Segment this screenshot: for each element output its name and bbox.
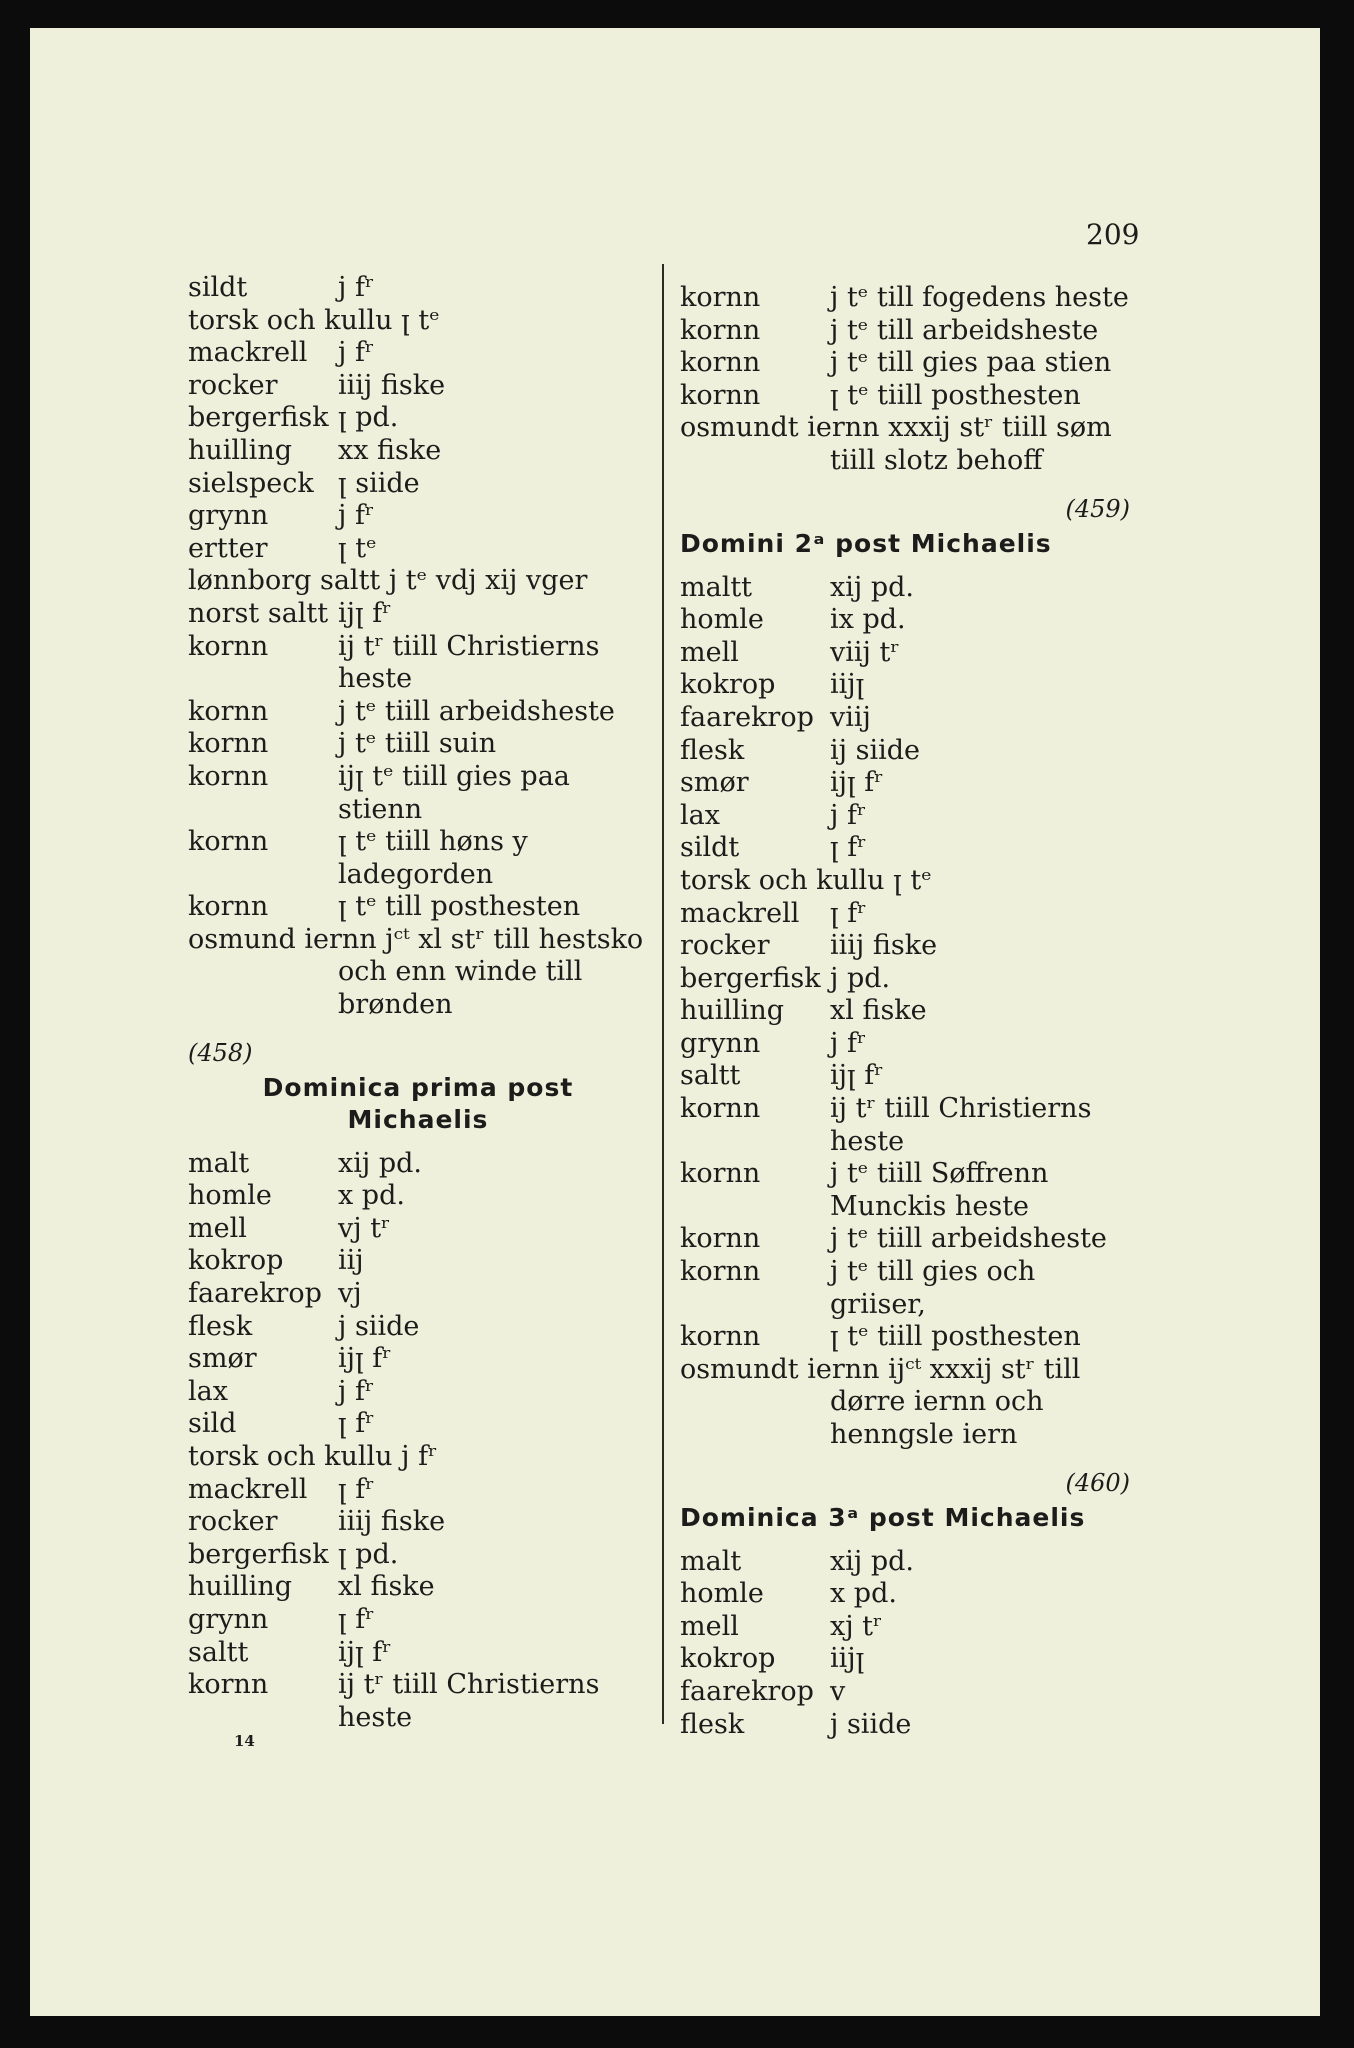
item-name: sildt	[680, 832, 740, 864]
item-name: faarekrop	[680, 1675, 814, 1707]
item-name: mackrell	[188, 337, 308, 369]
item-quantity: xj tʳ	[830, 1610, 883, 1642]
ledger-row	[188, 1376, 648, 1409]
item-name: kornn	[680, 1223, 761, 1255]
ledger-row	[188, 1571, 648, 1604]
item-quantity: j tᵉ till fogedens heste	[830, 282, 1129, 313]
item-quantity: ꞁ tᵉ tiill høns y ladegorden	[338, 826, 528, 890]
ledger-text: osmund iernn jᶜᵗ xl stʳ till hestsko och enn winde till brønden	[188, 923, 644, 1021]
item-quantity: ꞁ tᵉ till posthesten	[338, 891, 581, 923]
ledger-row	[188, 1408, 648, 1441]
item-name: kornn	[188, 1669, 269, 1701]
item-quantity: ꞁ pd.	[338, 402, 399, 434]
ledger-row	[680, 1060, 1130, 1093]
ledger-row	[188, 272, 648, 305]
ledger-row	[680, 800, 1130, 833]
item-name: rocker	[188, 1506, 278, 1538]
ledger-row	[680, 865, 1130, 898]
item-quantity: j fʳ	[338, 500, 375, 532]
item-quantity: viij	[830, 701, 871, 733]
item-name: kornn	[680, 347, 761, 379]
ledger-row	[188, 337, 648, 370]
item-quantity: ijꞁ fʳ	[830, 767, 884, 799]
item-name: huilling	[188, 1571, 292, 1603]
item-name: homle	[188, 1180, 272, 1212]
item-quantity: iiij fiske	[338, 369, 446, 401]
item-quantity: v	[830, 1675, 846, 1707]
ledger-row	[188, 402, 648, 435]
ledger-row	[188, 1506, 648, 1539]
item-quantity: ꞁ fʳ	[338, 1473, 375, 1505]
ledger-row	[188, 1604, 648, 1637]
item-name: flesk	[680, 734, 745, 766]
ledger-row	[188, 1180, 648, 1213]
item-quantity: ꞁ fʳ	[338, 1408, 375, 1440]
ledger-row	[680, 1354, 1130, 1452]
ledger-row	[680, 412, 1130, 477]
ledger-row	[680, 1321, 1130, 1354]
item-quantity: ꞁ fʳ	[338, 1603, 375, 1635]
ledger-text: osmundt iernn ijᶜᵗ xxxij stʳ till dørre iernn och henngsle iern	[680, 1353, 1081, 1450]
item-quantity: xij pd.	[830, 1545, 914, 1577]
item-quantity: j tᵉ till arbeidsheste	[830, 314, 1099, 346]
ledger-row	[188, 826, 648, 891]
ledger-text: osmundt iernn xxxij stʳ tiill søm tiill slotz behoff	[680, 412, 1112, 476]
item-name: rocker	[188, 369, 278, 401]
item-quantity: iiij fiske	[338, 1506, 446, 1538]
item-quantity: xij pd.	[830, 571, 914, 603]
entry-list	[188, 1148, 648, 1735]
ledger-row	[680, 1578, 1130, 1611]
item-name: kornn	[188, 760, 269, 792]
item-name: bergerfisk	[188, 1538, 329, 1570]
item-quantity: vj tʳ	[338, 1212, 391, 1244]
ledger-row	[680, 1676, 1130, 1709]
ledger-row	[188, 1441, 648, 1474]
item-quantity: ijꞁ fʳ	[830, 1060, 884, 1092]
item-name: bergerfisk	[188, 402, 329, 434]
item-quantity: xl fiske	[830, 995, 927, 1027]
item-name: kornn	[188, 695, 269, 727]
ledger-row	[188, 696, 648, 729]
ledger-row	[188, 1669, 648, 1734]
entry-list	[680, 572, 1130, 1452]
item-quantity: ijꞁ fʳ	[338, 1636, 392, 1668]
item-name: flesk	[680, 1708, 745, 1740]
item-name: norst saltt	[188, 597, 329, 629]
section-heading: Dominica prima post Michaelis	[262, 1072, 574, 1134]
ledger-row	[680, 669, 1130, 702]
ledger-row	[188, 435, 648, 468]
item-name: lax	[680, 799, 720, 831]
ledger-row	[188, 1278, 648, 1311]
ledger-row	[680, 572, 1130, 605]
item-quantity: j tᵉ tiill arbeidsheste	[338, 695, 615, 727]
item-name: kornn	[680, 1158, 761, 1190]
item-quantity: ijꞁ tᵉ tiill gies paa stienn	[338, 760, 570, 825]
ledger-row	[680, 347, 1130, 380]
item-quantity: ꞁ fʳ	[830, 897, 867, 929]
item-quantity: j fʳ	[338, 337, 375, 369]
ledger-row	[188, 533, 648, 566]
section-heading: Domini 2ᵃ post Michaelis	[680, 528, 1052, 558]
signature-mark: 14	[234, 1732, 255, 1750]
ledger-row	[680, 1709, 1130, 1742]
ledger-row	[680, 1643, 1130, 1676]
item-quantity: j fʳ	[830, 799, 867, 831]
ledger-row	[188, 1343, 648, 1376]
item-name: kornn	[188, 630, 269, 662]
item-quantity: j siide	[830, 1708, 912, 1740]
item-quantity: iij	[338, 1245, 364, 1277]
ledger-row	[680, 1546, 1130, 1579]
item-name: mell	[188, 1212, 247, 1244]
item-name: homle	[680, 1578, 764, 1610]
entry-number: (459)	[1065, 494, 1130, 523]
item-quantity: ꞁ fʳ	[830, 832, 867, 864]
item-quantity: j fʳ	[338, 272, 375, 303]
item-quantity: ꞁ tᵉ	[338, 532, 377, 564]
ledger-row	[188, 565, 648, 598]
ledger-row	[680, 898, 1130, 931]
item-quantity: ij siide	[830, 734, 920, 766]
entry-number: (460)	[1065, 1468, 1130, 1497]
item-name: kokrop	[680, 1643, 776, 1675]
item-name: ertter	[188, 532, 268, 564]
ledger-row	[680, 315, 1130, 348]
ledger-row	[680, 702, 1130, 735]
item-name: huilling	[680, 995, 784, 1027]
ledger-row	[680, 832, 1130, 865]
ledger-row	[188, 1213, 648, 1246]
ledger-row	[188, 598, 648, 631]
item-name: faarekrop	[680, 701, 814, 733]
item-name: flesk	[188, 1310, 253, 1342]
item-quantity: ꞁ pd.	[338, 1538, 399, 1570]
ledger-row	[188, 728, 648, 761]
item-quantity: x pd.	[830, 1578, 897, 1610]
ledger-row	[680, 1028, 1130, 1061]
item-quantity: x pd.	[338, 1180, 405, 1212]
ledger-row	[188, 1311, 648, 1344]
item-quantity: ꞁ tᵉ tiill posthesten	[830, 1321, 1081, 1353]
item-name: sild	[188, 1408, 237, 1440]
item-name: homle	[680, 604, 764, 636]
item-quantity: ijꞁ fʳ	[338, 1343, 392, 1375]
item-quantity: ij tʳ tiill Christierns heste	[830, 1093, 1092, 1157]
item-quantity: iiij fiske	[830, 930, 938, 962]
item-quantity: j siide	[338, 1310, 420, 1342]
ledger-row	[188, 761, 648, 826]
item-quantity: j fʳ	[338, 1375, 375, 1407]
ledger-row	[680, 930, 1130, 963]
item-name: maltt	[680, 571, 753, 603]
item-name: smør	[680, 767, 749, 799]
item-name: malt	[188, 1147, 250, 1179]
item-name: kornn	[680, 282, 761, 313]
item-quantity: ijꞁ fʳ	[338, 597, 392, 629]
ledger-row	[680, 1611, 1130, 1644]
entry-number: (458)	[188, 1038, 253, 1067]
item-name: kornn	[680, 314, 761, 346]
item-quantity: iijꞁ	[830, 1643, 865, 1675]
ledger-row	[680, 1256, 1130, 1321]
ledger-row	[680, 604, 1130, 637]
item-name: saltt	[680, 1060, 741, 1092]
item-name: saltt	[188, 1636, 249, 1668]
ledger-row	[680, 963, 1130, 996]
item-quantity: j pd.	[830, 962, 891, 994]
ledger-row	[188, 891, 648, 924]
item-name: lax	[188, 1375, 228, 1407]
item-name: kornn	[188, 891, 269, 923]
item-name: malt	[680, 1545, 742, 1577]
column-divider	[662, 264, 664, 1724]
item-name: mackrell	[188, 1473, 308, 1505]
ledger-row	[680, 1223, 1130, 1256]
item-quantity: j tᵉ tiill suin	[338, 728, 497, 760]
item-quantity: ꞁ siide	[338, 467, 420, 499]
ledger-row	[188, 924, 648, 1022]
item-quantity: xij pd.	[338, 1147, 422, 1179]
ledger-row	[188, 468, 648, 501]
item-name: bergerfisk	[680, 962, 821, 994]
item-name: kornn	[680, 1093, 761, 1125]
ledger-text: torsk och kullu j fʳ	[188, 1441, 438, 1472]
item-quantity: ij tʳ tiill Christierns heste	[338, 1669, 600, 1733]
item-quantity: ꞁ tᵉ tiill posthesten	[830, 379, 1081, 411]
item-name: kokrop	[188, 1245, 284, 1277]
left-column	[188, 272, 648, 1734]
ledger-row	[188, 1245, 648, 1278]
item-quantity: j tᵉ till gies och griiser,	[830, 1256, 1036, 1320]
item-name: kornn	[188, 826, 269, 858]
entry-list	[188, 272, 648, 1022]
item-quantity: ij tʳ tiill Christierns heste	[338, 630, 600, 695]
ledger-row	[188, 370, 648, 403]
item-name: kokrop	[680, 669, 776, 701]
ledger-text: torsk och kullu ꞁ tᵉ	[188, 304, 440, 336]
ledger-row	[680, 380, 1130, 413]
ledger-row	[680, 1158, 1130, 1223]
item-name: kornn	[680, 379, 761, 411]
ledger-row	[188, 631, 648, 696]
item-name: kornn	[680, 1256, 761, 1288]
ledger-row	[188, 1474, 648, 1507]
ledger-row	[188, 1637, 648, 1670]
ledger-row	[680, 767, 1130, 800]
ledger-row	[188, 500, 648, 533]
item-name: mackrell	[680, 897, 800, 929]
section-heading: Dominica 3ᵃ post Michaelis	[680, 1502, 1086, 1532]
item-name: sielspeck	[188, 467, 314, 499]
item-name: huilling	[188, 434, 292, 466]
item-name: grynn	[188, 1603, 269, 1635]
ledger-row	[680, 735, 1130, 768]
item-quantity: vj	[338, 1278, 362, 1310]
ledger-row	[680, 1093, 1130, 1158]
item-name: mell	[680, 1610, 739, 1642]
ledger-text: lønnborg saltt j tᵉ vdj xij vger	[188, 565, 588, 597]
item-quantity: j fʳ	[830, 1027, 867, 1059]
ledger-row	[188, 1148, 648, 1181]
item-quantity: xx fiske	[338, 434, 442, 466]
ledger-row	[680, 637, 1130, 670]
entry-list	[680, 282, 1130, 478]
item-name: mell	[680, 636, 739, 668]
item-name: kornn	[188, 728, 269, 760]
item-quantity: viij tʳ	[830, 636, 900, 668]
document-page	[30, 28, 1320, 2016]
item-quantity: j tᵉ till gies paa stien	[830, 347, 1112, 379]
item-name: grynn	[680, 1027, 761, 1059]
item-quantity: j tᵉ tiill arbeidsheste	[830, 1223, 1107, 1255]
page-number: 209	[1086, 218, 1140, 251]
item-quantity: xl fiske	[338, 1571, 435, 1603]
ledger-row	[188, 305, 648, 338]
item-name: kornn	[680, 1321, 761, 1353]
item-quantity: ix pd.	[830, 604, 906, 636]
item-name: sildt	[188, 272, 248, 303]
item-name: smør	[188, 1343, 257, 1375]
right-column	[680, 282, 1130, 1741]
item-name: faarekrop	[188, 1278, 322, 1310]
entry-list	[680, 1546, 1130, 1742]
ledger-row	[680, 282, 1130, 315]
item-name: rocker	[680, 930, 770, 962]
item-name: grynn	[188, 500, 269, 532]
item-quantity: j tᵉ tiill Søffrenn Munckis heste	[830, 1158, 1049, 1222]
ledger-row	[680, 995, 1130, 1028]
item-quantity: iijꞁ	[830, 669, 865, 701]
ledger-text: torsk och kullu ꞁ tᵉ	[680, 864, 932, 896]
ledger-row	[188, 1539, 648, 1572]
